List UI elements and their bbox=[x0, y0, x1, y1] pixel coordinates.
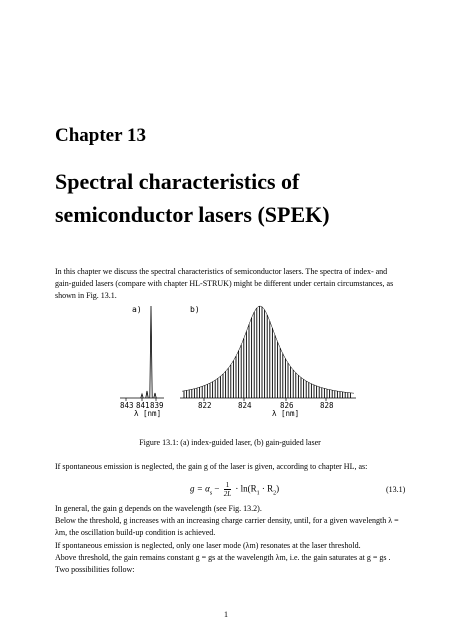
panel-b-ticks bbox=[198, 398, 334, 410]
eq-frac-den: 2L bbox=[223, 490, 232, 498]
eq-frac-num: 1 bbox=[225, 481, 230, 489]
eq-lhs: g = α bbox=[190, 483, 210, 494]
body-line-2: Below the threshold, g increases with an increasing charge carrier density, until, for a given wavelength λ = λm, the oscillation build-up condition is achieved. bbox=[55, 516, 399, 538]
panel-a-tick-label: 839 bbox=[150, 401, 164, 410]
panel-a-peak bbox=[141, 394, 143, 398]
body-line-1: In general, the gain g depends on the wavelength (see Fig. 13.2). bbox=[55, 504, 262, 513]
panel-b-tick-label: 822 bbox=[198, 401, 212, 410]
spectra-figure-svg bbox=[120, 298, 360, 418]
panel-b-axis-label: λ [nm] bbox=[272, 409, 300, 418]
panel-a-peak bbox=[154, 393, 156, 398]
panel-a-peak bbox=[146, 391, 148, 398]
eq-r1-sub: 1 bbox=[256, 490, 260, 497]
panel-a-label: a) bbox=[132, 305, 142, 314]
panel-b-envelope bbox=[182, 306, 354, 393]
page-number: 1 bbox=[224, 610, 228, 619]
chapter-title: Spectral characteristics of semiconductor lasers (SPEK) bbox=[55, 169, 330, 227]
panel-b-tick-label: 824 bbox=[238, 401, 252, 410]
panel-a-tick-label: 841 bbox=[136, 401, 150, 410]
eq-r2-sub: 2 bbox=[273, 490, 277, 497]
spectra-figure bbox=[120, 298, 360, 418]
gain-equation bbox=[190, 481, 279, 498]
gain-intro: If spontaneous emission is neglected, the gain g of the laser is given, according to chapter HL, as: bbox=[55, 462, 368, 471]
panel-b-tick-label: 826 bbox=[280, 401, 294, 410]
eq-close: ) bbox=[276, 483, 280, 494]
panel-b-label: b) bbox=[190, 305, 200, 314]
body-line-5: Two possibilities follow: bbox=[55, 565, 135, 575]
eq-lhs-sub: s bbox=[209, 490, 213, 497]
equation-number: (13.1) bbox=[386, 485, 406, 494]
eq-dot: · R bbox=[259, 483, 274, 494]
eq-fraction bbox=[224, 481, 231, 498]
panel-b-modes bbox=[182, 306, 354, 398]
body-line-4: Above threshold, the gain remains constant g = gs at the wavelength λm, i.e. the gain saturates at g = gs . bbox=[55, 552, 391, 562]
body-text bbox=[55, 503, 405, 576]
panel-a-peaks bbox=[141, 306, 156, 398]
intro-paragraph: In this chapter we discuss the spectral characteristics of semiconductor lasers. The spectra of index- and gain-guided lasers (compare with chapter HL-STRUK) might be different under certain circumstances, as shown in Fig. 13.1. bbox=[55, 267, 394, 301]
figure-caption: Figure 13.1: (a) index-guided laser, (b) gain-guided laser bbox=[139, 438, 321, 447]
body-line-3: If spontaneous emission is neglected, only one laser mode (λm) resonates at the laser threshold. bbox=[55, 540, 361, 550]
panel-b-tick-label: 828 bbox=[320, 401, 334, 410]
panel-a-axis-label: λ [nm] bbox=[134, 409, 162, 418]
eq-rhs: · ln(R bbox=[233, 483, 257, 494]
panel-a-tick-label: 843 bbox=[120, 401, 134, 410]
panel-a-peak bbox=[150, 306, 152, 398]
eq-minus: − bbox=[212, 483, 222, 494]
chapter-label: Chapter 13 bbox=[55, 125, 146, 146]
